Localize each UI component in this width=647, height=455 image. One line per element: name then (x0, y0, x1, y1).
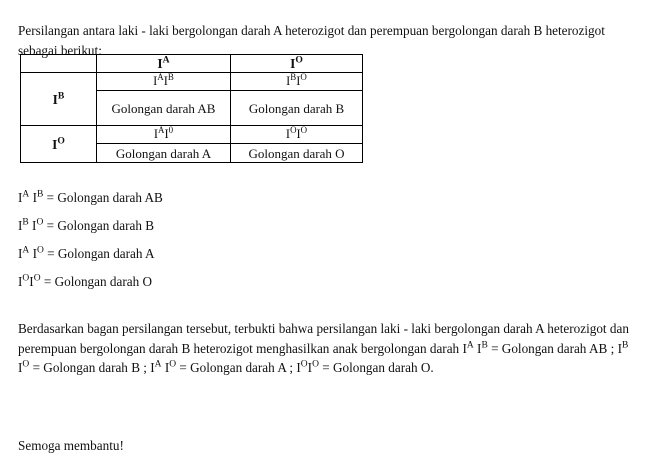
result0-a2: I (32, 190, 37, 205)
conclusion-s2b: O (22, 359, 30, 370)
intro-paragraph: Persilangan antara laki - laki bergolongan darah A heterozigot dan perempuan bergolongan darah B heterozigot sebagai berikut: (18, 23, 605, 58)
row-header-allele-o (21, 126, 97, 163)
phenotype-cell-r1c1: Golongan darah AB (97, 91, 231, 126)
genotype-cell-r2c1 (97, 126, 231, 144)
phenotype-cell-r1c2: Golongan darah B (231, 91, 363, 126)
genotype-results-list (18, 190, 618, 302)
result2-a2: I (32, 246, 37, 261)
phenotype-cell-r2c1: Golongan darah A (97, 144, 231, 163)
result2-a1: I (18, 246, 23, 261)
closing-line: Semoga membantu! (18, 438, 124, 454)
row-header-b-sup: B (57, 90, 65, 102)
genotype-r1c1-a1: I (153, 74, 158, 88)
result-line-b (18, 218, 618, 246)
genotype-r2c2-s1: O (290, 124, 297, 135)
conclusion-g1b: I (477, 340, 482, 356)
result0-s2: B (36, 189, 44, 200)
genotype-r2c1-s1: A (158, 124, 165, 135)
column-header-o-symbol: I (290, 56, 296, 71)
conclusion-part3: = Golongan darah B ; (29, 360, 151, 376)
result1-s1: B (22, 217, 29, 228)
conclusion-s4a: O (300, 359, 308, 370)
genotype-r2c1-s2: 0 (168, 124, 174, 135)
genotype-r1c1-s2: B (167, 71, 174, 82)
column-header-a-symbol: I (157, 56, 163, 71)
conclusion-g4b: I (307, 360, 313, 376)
genotype-cell-r1c1 (97, 73, 231, 91)
result3-s1: O (22, 273, 30, 284)
row-header-b-symbol: I (52, 91, 58, 107)
phenotype-cell-r2c2: Golongan darah O (231, 144, 363, 163)
genotype-r2c1-a1: I (153, 127, 159, 141)
result2-s2: O (36, 245, 44, 256)
conclusion-g4a: I (296, 360, 301, 376)
conclusion-s2a: B (621, 340, 629, 351)
genotype-r2c1-a2: I (164, 127, 169, 141)
row-header-allele-b (21, 73, 97, 126)
column-header-allele-a (97, 55, 231, 73)
conclusion-g1a: I (462, 340, 467, 356)
table-corner-cell (21, 55, 97, 73)
result3-s2: O (33, 273, 41, 284)
result0-a1: I (18, 190, 23, 205)
conclusion-s3a: A (154, 359, 162, 370)
result1-a2: I (32, 218, 37, 233)
conclusion-s1a: A (466, 340, 474, 351)
conclusion-part1: Berdasarkan bagan persilangan tersebut, terbukti bahwa persilangan laki - laki bergolongan darah A heterozigot dan perempuan bergolongan darah B heterozigot menghasilkan anak bergolongan darah (18, 321, 629, 356)
result3-a2: I (29, 274, 34, 289)
conclusion-g3b: I (164, 360, 170, 376)
genotype-r1c2-a1: I (286, 74, 291, 88)
column-header-o-sup: O (295, 54, 303, 66)
table-header-row (21, 55, 363, 73)
genotype-r2c2-a1: I (285, 127, 291, 141)
result-line-a (18, 246, 618, 274)
punnett-square-table (20, 54, 363, 163)
genotype-cell-r2c2 (231, 126, 363, 144)
result3-label: = Golongan darah O (43, 274, 153, 289)
conclusion-g2a: I (617, 340, 622, 356)
result0-label: = Golongan darah AB (46, 190, 163, 205)
conclusion-part2: = Golongan darah AB ; (487, 340, 618, 356)
genotype-r2c2-a2: I (296, 127, 301, 141)
result1-label: = Golongan darah B (46, 218, 155, 233)
genotype-r1c2-s2: O (300, 71, 307, 82)
table-row (21, 73, 363, 91)
result3-a1: I (18, 274, 23, 289)
result-line-ab (18, 190, 618, 218)
conclusion-g3a: I (150, 360, 155, 376)
conclusion-g2b: I (18, 360, 23, 376)
conclusion-paragraph (18, 319, 632, 378)
punnett-square-table-wrapper (20, 54, 362, 163)
conclusion-s4b: O (312, 359, 319, 370)
conclusion-part5: = Golongan darah O. (318, 360, 434, 376)
result-line-o (18, 274, 618, 302)
conclusion-part4: = Golongan darah A ; (176, 360, 297, 376)
table-row (21, 126, 363, 144)
conclusion-s1b: B (481, 340, 488, 351)
genotype-r2c2-s2: O (300, 124, 308, 135)
result2-s1: A (22, 245, 30, 256)
result2-label: = Golongan darah A (47, 246, 155, 261)
column-header-a-sup: A (162, 54, 170, 66)
conclusion-s3b: O (169, 359, 177, 370)
genotype-r1c1-a2: I (163, 74, 168, 88)
genotype-r1c1-s1: A (157, 71, 164, 82)
genotype-cell-r1c2 (231, 73, 363, 91)
genotype-r1c2-a2: I (296, 74, 301, 88)
column-header-allele-o (231, 55, 363, 73)
row-header-o-sup: O (57, 135, 65, 147)
genotype-r1c2-s1: B (290, 71, 297, 82)
result1-a1: I (18, 218, 23, 233)
result1-s2: O (36, 217, 44, 228)
result0-s1: A (22, 189, 30, 200)
row-header-o-symbol: I (52, 136, 58, 152)
